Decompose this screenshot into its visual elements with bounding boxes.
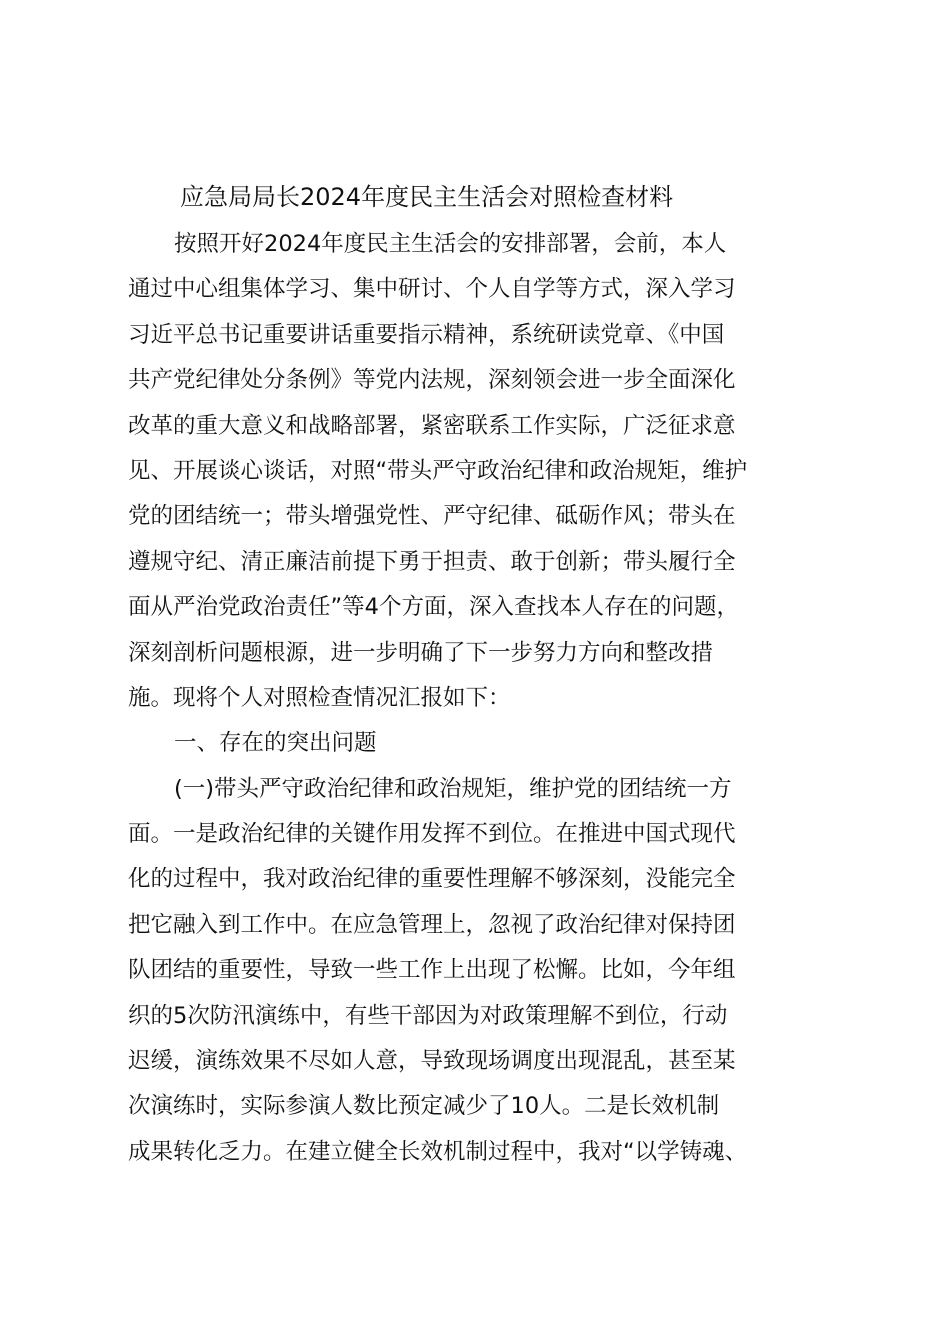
- paragraph-intro-line: 遵规守纪、清正廉洁前提下勇于担责、敢于创新；带头履行全: [128, 548, 736, 575]
- section-heading: 一、存在的突出问题: [174, 730, 377, 757]
- paragraph-section-line: 成果转化乏力。在建立健全长效机制过程中，我对“以学铸魂、: [128, 1138, 748, 1165]
- paragraph-section-line: 把它融入到工作中。在应急管理上，忽视了政治纪律对保持团: [128, 911, 736, 938]
- paragraph-section-line: 次演练时，实际参演人数比预定减少了10人。二是长效机制: [128, 1093, 720, 1120]
- paragraph-intro-line: 见、开展谈心谈话，对照“带头严守政治纪律和政治规矩，维护: [128, 457, 748, 484]
- paragraph-intro-line: 面从严治党政治责任”等4个方面，深入查找本人存在的问题，: [128, 594, 739, 621]
- document-body: [128, 172, 828, 1175]
- paragraph-intro-line: 党的团结统一；带头增强党性、严守纪律、砥砺作风；带头在: [128, 503, 736, 530]
- paragraph-section-line: 迟缓，演练效果不尽如人意，导致现场调度出现混乱，甚至某: [128, 1048, 736, 1075]
- paragraph-section-line: 队团结的重要性，导致一些工作上出现了松懈。比如，今年组: [128, 957, 736, 984]
- paragraph-section-line: (一)带头严守政治纪律和政治规矩，维护党的团结统一方: [174, 775, 732, 802]
- paragraph-section-line: 面。一是政治纪律的关键作用发挥不到位。在推进中国式现代: [128, 821, 736, 848]
- paragraph-intro-line: 按照开好2024年度民主生活会的安排部署，会前，本人: [174, 231, 727, 257]
- paragraph-intro-line: 改革的重大意义和战略部署，紧密联系工作实际，广泛征求意: [128, 412, 736, 439]
- paragraph-section-line: 化的过程中，我对政治纪律的重要性理解不够深刻，没能完全: [128, 866, 736, 893]
- paragraph-intro-line: 深刻剖析问题根源，进一步明确了下一步努力方向和整改措: [128, 639, 714, 666]
- paragraph-intro-line: 习近平总书记重要讲话重要指示精神，系统研读党章、《中国: [128, 321, 725, 348]
- paragraph-section-line: 织的5次防汛演练中，有些干部因为对政策理解不到位，行动: [128, 1002, 728, 1029]
- paragraph-intro-line: 通过中心组集体学习、集中研讨、个人自学等方式，深入学习: [128, 276, 736, 303]
- document-title: 应急局局长2024年度民主生活会对照检查材料: [180, 183, 674, 211]
- paragraph-intro-line: 施。现将个人对照检查情况汇报如下：: [128, 684, 511, 711]
- paragraph-intro-line: 共产党纪律处分条例》等党内法规，深刻领会进一步全面深化: [128, 367, 736, 394]
